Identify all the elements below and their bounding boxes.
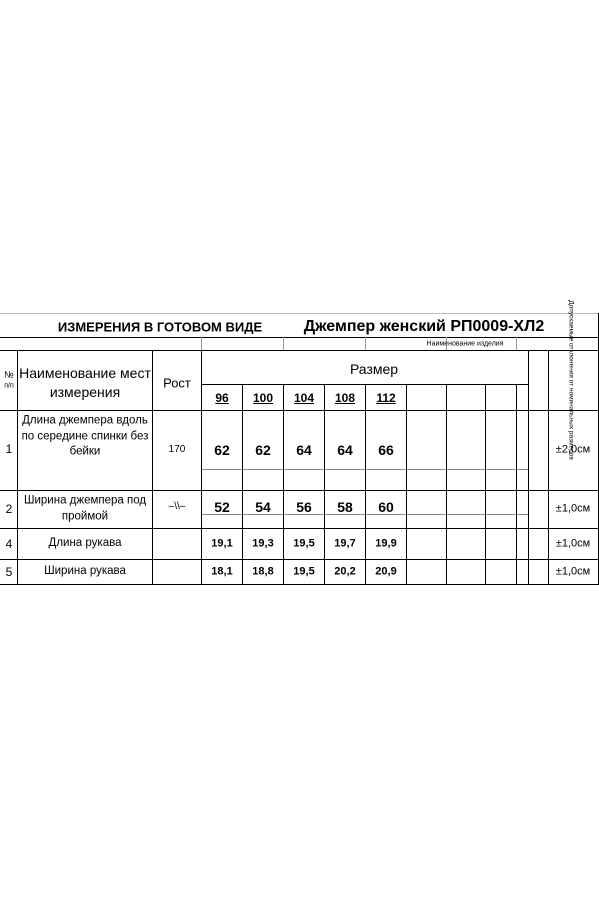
product-caption: Наименование изделия [426, 340, 504, 348]
row-3-num: 4 [5, 537, 13, 551]
row-1-height: 170 [168, 444, 186, 455]
row-3-val-108: 19,7 [334, 537, 356, 550]
row-1-tolerance: ±2,0см [555, 443, 591, 456]
row-2-val-108: 58 [337, 499, 353, 515]
size-col-100: 100 [252, 391, 274, 405]
row-4-val-100: 18,8 [252, 565, 274, 578]
row-1-val-96: 62 [214, 442, 230, 458]
name-header-line1: Наименование мест [19, 365, 151, 381]
row-2-height: –\\– [168, 501, 186, 512]
row-1-val-112: 66 [378, 442, 394, 458]
size-col-104: 104 [293, 391, 315, 405]
row-4-val-108: 20,2 [334, 565, 356, 578]
row-1-val-108: 64 [337, 442, 353, 458]
row-3-val-104: 19,5 [293, 537, 315, 550]
measurement-table [0, 300, 599, 585]
row-2-tolerance: ±1,0см [555, 502, 591, 515]
row-1-val-100: 62 [255, 442, 271, 458]
row-2-num: 2 [5, 502, 13, 516]
height-header: Рост [163, 375, 191, 391]
product-name: Джемпер женский РП0009-ХЛ2 [303, 318, 545, 335]
row-2-val-100: 54 [255, 499, 271, 515]
row-1-desc: Длина джемпера вдоль по середине спинки без бейки [21, 414, 149, 458]
size-header: Размер [349, 361, 399, 377]
name-header-line2: измерения [49, 384, 121, 400]
row-1-val-104: 64 [296, 442, 312, 458]
row-2-val-96: 52 [214, 499, 230, 515]
size-col-112: 112 [376, 391, 396, 405]
row-4-val-112: 20,9 [375, 565, 397, 578]
row-2-val-104: 56 [296, 499, 312, 515]
size-col-96: 96 [215, 391, 229, 405]
row-3-val-96: 19,1 [211, 537, 233, 550]
row-2-val-112: 60 [378, 499, 394, 515]
row-3-val-112: 19,9 [375, 537, 397, 550]
row-3-desc: Длина рукава [48, 537, 122, 550]
row-4-val-96: 18,1 [211, 565, 233, 578]
row-4-tolerance: ±1,0см [555, 565, 591, 578]
document-title: ИЗМЕРЕНИЯ В ГОТОВОМ ВИДЕ [57, 319, 263, 335]
num-subheader: п/п [4, 382, 14, 390]
tolerance-header: Допускаемые отклонения от номинальных размеров [567, 300, 575, 460]
row-2-desc: Ширина джемпера под проймой [23, 494, 147, 522]
row-4-desc: Ширина рукава [44, 565, 126, 578]
size-col-108: 108 [334, 391, 356, 405]
row-1-num: 1 [5, 442, 13, 456]
num-header: № [4, 369, 14, 380]
row-3-val-100: 19,3 [252, 537, 274, 550]
row-3-tolerance: ±1,0см [555, 537, 591, 550]
row-4-val-104: 19,5 [293, 565, 315, 578]
row-4-num: 5 [5, 565, 13, 579]
